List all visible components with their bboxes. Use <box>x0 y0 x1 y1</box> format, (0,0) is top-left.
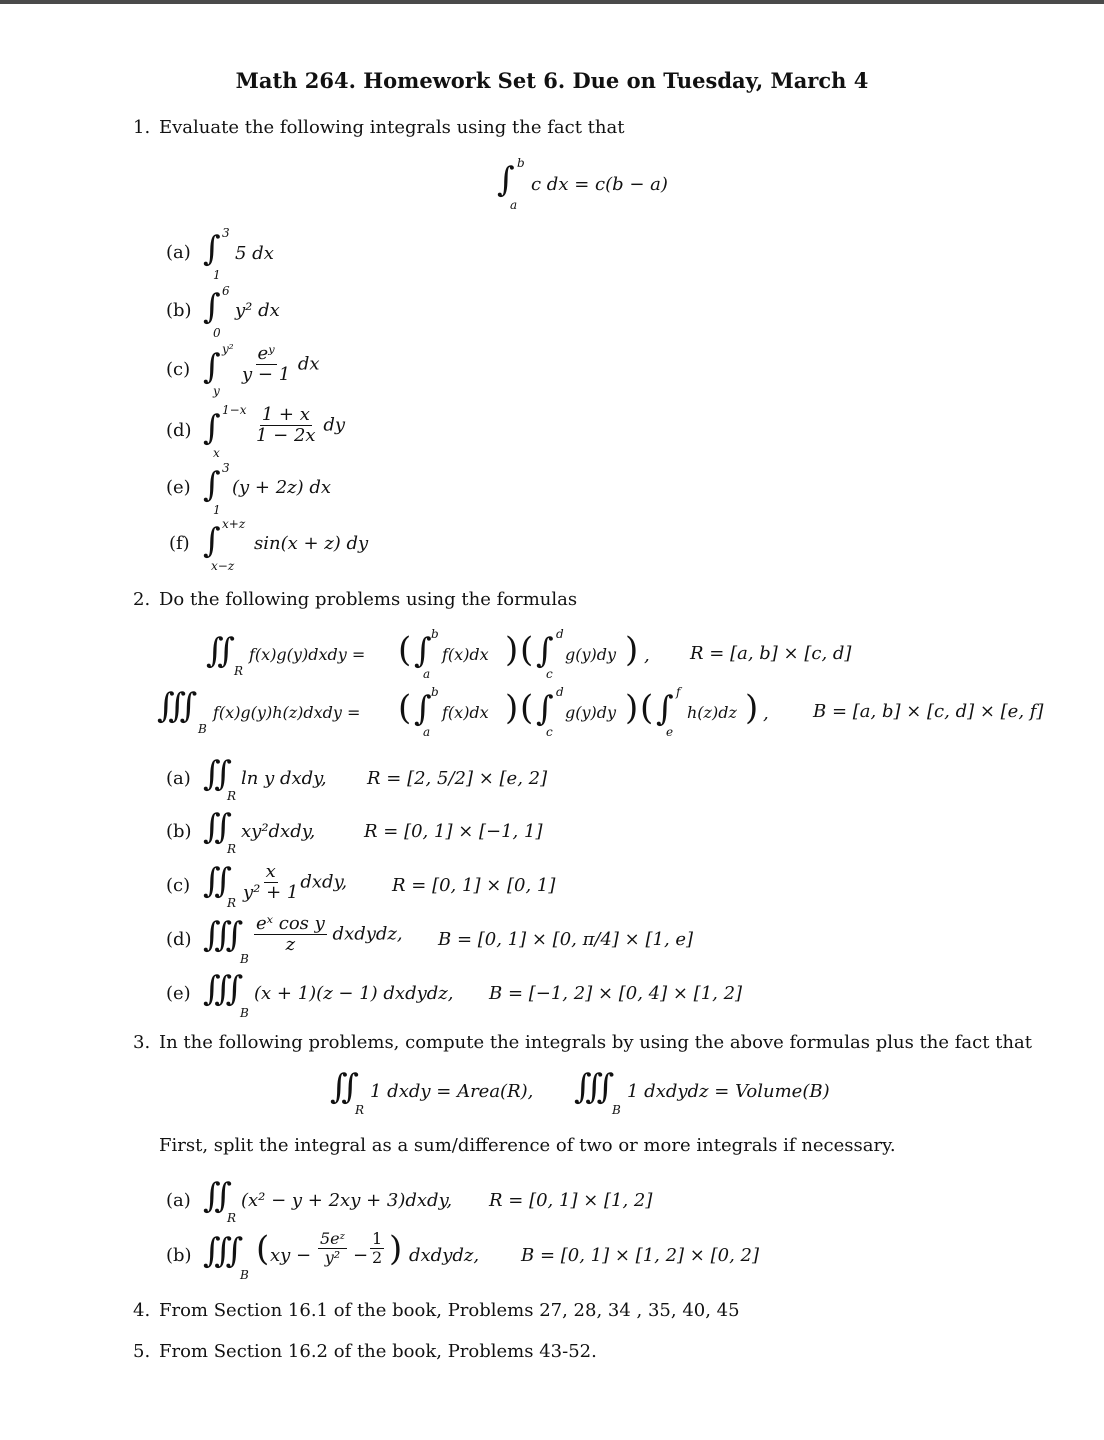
problem-5-number: 5. <box>133 1341 151 1362</box>
denominator: y − 1 <box>242 363 291 385</box>
problem-2-number: 2. <box>133 589 151 610</box>
double-integral-sign: ∬ <box>206 631 235 671</box>
numerator: x <box>265 861 276 882</box>
integral-sign: ∫ <box>497 160 515 200</box>
item-label: (c) <box>166 875 191 896</box>
region-label: B <box>612 1103 621 1117</box>
denominator: 2 <box>372 1247 383 1267</box>
problem-3-intro: In the following problems, compute the integrals by using the above formulas plus the fact that <box>159 1032 1032 1053</box>
integral-sign: ∫ <box>203 229 221 269</box>
item-label: (a) <box>166 242 191 263</box>
paren-open: ( <box>398 688 412 728</box>
upper-limit: d <box>556 685 564 699</box>
problem-2-intro: Do the following problems using the formulas <box>159 589 578 610</box>
triple-integral-sign: ∭ <box>203 969 244 1009</box>
integral-sign: ∫ <box>203 347 221 387</box>
integrand-fraction <box>254 405 345 446</box>
paren-open: ( <box>398 630 412 670</box>
region-label: R <box>227 789 237 803</box>
lower-limit: a <box>423 725 431 739</box>
item-domain: B = [0, 1] × [1, 2] × [0, 2] <box>521 1245 759 1266</box>
paren-open: ( <box>520 630 534 670</box>
integrand: sin(x + z) dy <box>254 533 369 554</box>
lower-limit: c <box>546 725 553 739</box>
problem-1-number: 1. <box>133 117 151 138</box>
g-integrand: g(y)dy <box>565 703 617 722</box>
upper-limit: x+z <box>222 517 246 531</box>
differential: dy <box>323 414 346 436</box>
upper-limit: 3 <box>222 226 230 240</box>
integral-sign: ∫ <box>203 408 221 448</box>
integrand: (x + 1)(z − 1) dxdydz, <box>254 983 454 1004</box>
numerator: eʸ <box>257 343 275 364</box>
item-label: (f) <box>169 533 190 554</box>
h-integrand: h(z)dz <box>687 703 737 722</box>
comma: , <box>763 703 769 724</box>
item-domain: R = [0, 1] × [0, 1] <box>392 875 556 896</box>
problem-1-intro: Evaluate the following integrals using the fact that <box>159 117 625 138</box>
problem-5-text: From Section 16.2 of the book, Problems 43-52. <box>159 1341 597 1362</box>
fact-integrand: c dx = c(b − a) <box>531 174 668 195</box>
f-integrand: f(x)dx <box>442 703 489 722</box>
formula-domain: B = [a, b] × [c, d] × [e, f] <box>813 701 1044 722</box>
formula-lhs: f(x)g(y)dxdy = <box>249 645 366 664</box>
integrand: (y + 2z) dx <box>232 477 332 498</box>
lower-limit: x <box>213 446 220 460</box>
integrand-fraction <box>254 914 403 955</box>
item-label: (e) <box>166 477 191 498</box>
paren-open: ( <box>520 688 534 728</box>
numerator: 1 <box>372 1229 383 1248</box>
formula-lhs: f(x)g(y)h(z)dxdy = <box>213 703 361 722</box>
paren-close: ) <box>389 1229 403 1269</box>
item-label: (b) <box>166 1245 192 1266</box>
region-label: B <box>240 952 249 966</box>
denominator: z <box>285 933 296 955</box>
numerator: 1 + x <box>261 404 310 425</box>
lower-limit: x−z <box>211 559 235 573</box>
numerator: eˣ cos y <box>256 913 325 934</box>
integrand: ln y dxdy, <box>241 768 327 789</box>
f-integrand: f(x)dx <box>442 645 489 664</box>
formula-domain: R = [a, b] × [c, d] <box>690 643 852 664</box>
integrand: (x² − y + 2xy + 3)dxdy, <box>241 1190 453 1211</box>
fraction-5ez-over-y2 <box>318 1230 347 1266</box>
area-fact: 1 dxdy = Area(R), <box>370 1081 534 1102</box>
lower-limit: 1 <box>213 503 221 517</box>
triple-integral-sign: ∭ <box>157 686 198 726</box>
paren-open: ( <box>256 1229 270 1269</box>
region-label: R <box>234 664 244 678</box>
item-label: (e) <box>166 983 191 1004</box>
integral-sign: ∫ <box>414 689 432 729</box>
upper-limit: d <box>556 627 564 641</box>
minus-sign: − <box>353 1245 369 1266</box>
upper-limit: f <box>676 685 681 699</box>
integrand-fraction <box>240 344 320 385</box>
item-label: (c) <box>166 359 191 380</box>
region-label: B <box>198 722 207 736</box>
differential: dxdy, <box>300 871 348 893</box>
item-label: (b) <box>166 821 192 842</box>
problem-3-number: 3. <box>133 1032 151 1053</box>
integrand-prefix: xy − <box>270 1245 312 1266</box>
double-integral-sign: ∬ <box>330 1067 359 1107</box>
item-label: (d) <box>166 420 192 441</box>
integral-sign: ∫ <box>203 521 221 561</box>
integral-sign: ∫ <box>656 689 674 729</box>
region-label: B <box>240 1006 249 1020</box>
lower-limit: e <box>666 725 674 739</box>
item-domain: R = [0, 1] × [−1, 1] <box>364 821 543 842</box>
item-domain: R = [2, 5/2] × [e, 2] <box>367 768 548 789</box>
fraction-one-half <box>370 1230 384 1266</box>
upper-limit: b <box>517 156 525 170</box>
triple-integral-sign: ∭ <box>574 1067 615 1107</box>
paren-close: ) <box>505 630 519 670</box>
integrand: y² dx <box>235 300 280 321</box>
page-title: Math 264. Homework Set 6. Due on Tuesday, March 4 <box>235 68 869 93</box>
lower-limit: 0 <box>213 326 221 340</box>
denominator: 1 − 2x <box>256 424 316 446</box>
integral-sign: ∫ <box>536 631 554 671</box>
region-label: B <box>240 1268 249 1282</box>
paren-close: ) <box>625 630 639 670</box>
integral-sign: ∫ <box>414 631 432 671</box>
item-label: (a) <box>166 768 191 789</box>
differential: dx <box>297 353 320 375</box>
item-label: (d) <box>166 929 192 950</box>
volume-fact: 1 dxdydz = Volume(B) <box>627 1081 830 1102</box>
double-integral-sign: ∬ <box>203 1176 232 1216</box>
triple-integral-sign: ∭ <box>203 915 244 955</box>
denominator: y² + 1 <box>243 881 299 903</box>
region-label: R <box>355 1103 365 1117</box>
item-label: (a) <box>166 1190 191 1211</box>
triple-integral-sign: ∭ <box>203 1231 244 1271</box>
double-integral-sign: ∬ <box>203 754 232 794</box>
lower-limit: a <box>510 198 518 212</box>
problem-4-text: From Section 16.1 of the book, Problems 27, 28, 34 , 35, 40, 45 <box>159 1300 740 1321</box>
integrand: xy²dxdy, <box>241 821 316 842</box>
differential: dxdydz, <box>409 1245 480 1266</box>
upper-limit: b <box>431 685 439 699</box>
integral-sign: ∫ <box>203 287 221 327</box>
region-label: R <box>227 1211 237 1225</box>
upper-limit: 6 <box>222 284 230 298</box>
paren-close: ) <box>745 688 759 728</box>
integrand: 5 dx <box>235 243 274 264</box>
paren-close: ) <box>505 688 519 728</box>
differential: dxdydz, <box>332 923 403 945</box>
item-label: (b) <box>166 300 192 321</box>
paren-close: ) <box>625 688 639 728</box>
upper-limit: b <box>431 627 439 641</box>
lower-limit: y <box>213 384 220 398</box>
integrand-fraction <box>241 862 347 903</box>
item-domain: B = [−1, 2] × [0, 4] × [1, 2] <box>489 983 743 1004</box>
integral-sign: ∫ <box>203 465 221 505</box>
lower-limit: 1 <box>213 268 221 282</box>
problem-3-note: First, split the integral as a sum/difference of two or more integrals if necessary. <box>159 1135 896 1156</box>
problem-4-number: 4. <box>133 1300 151 1321</box>
upper-limit: y² <box>222 342 234 356</box>
upper-limit: 1−x <box>222 403 247 417</box>
item-domain: B = [0, 1] × [0, π/4] × [1, e] <box>438 929 694 950</box>
double-integral-sign: ∬ <box>203 807 232 847</box>
lower-limit: a <box>423 667 431 681</box>
region-label: R <box>227 896 237 910</box>
region-label: R <box>227 842 237 856</box>
numerator: 5eᶻ <box>320 1229 345 1248</box>
item-domain: R = [0, 1] × [1, 2] <box>489 1190 653 1211</box>
comma: , <box>644 645 650 666</box>
lower-limit: c <box>546 667 553 681</box>
paren-open: ( <box>640 688 654 728</box>
upper-limit: 3 <box>222 461 230 475</box>
g-integrand: g(y)dy <box>565 645 617 664</box>
double-integral-sign: ∬ <box>203 861 232 901</box>
denominator: y² <box>324 1247 341 1267</box>
integral-sign: ∫ <box>536 689 554 729</box>
